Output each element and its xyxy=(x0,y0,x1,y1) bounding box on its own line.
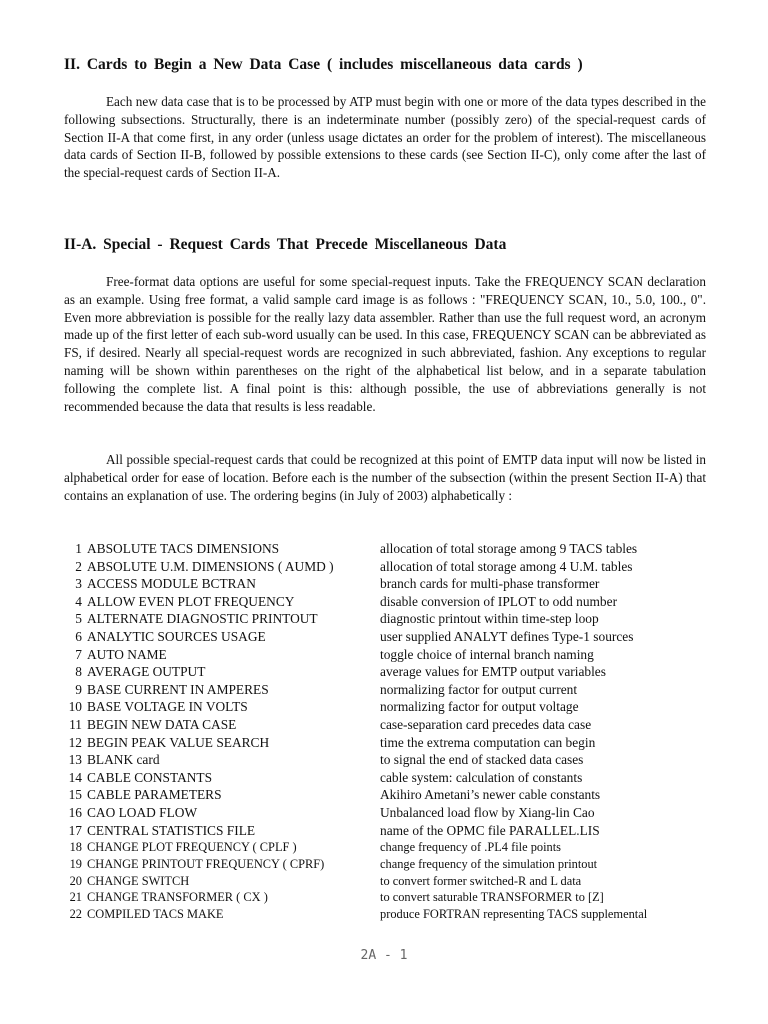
card-name xyxy=(68,822,255,840)
list-item xyxy=(68,716,708,734)
card-name xyxy=(68,663,205,681)
card-description: name of the OPMC file PARALLEL.LIS xyxy=(380,822,600,838)
card-description: case-separation card precedes data case xyxy=(380,716,592,732)
subsection-number: 6 xyxy=(75,628,82,644)
card-label: CABLE CONSTANTS xyxy=(87,769,213,785)
card-description: diagnostic printout within time-step loop xyxy=(380,611,599,627)
card-description: cable system: calculation of constants xyxy=(380,769,583,785)
subsection-number: 13 xyxy=(68,752,82,768)
card-description: change frequency of .PL4 file points xyxy=(380,840,561,855)
subsection-number: 16 xyxy=(68,804,82,820)
card-description: Akihiro Ametani’s newer cable constants xyxy=(380,787,601,803)
list-item xyxy=(68,646,708,664)
list-item xyxy=(68,804,708,822)
card-label: ABSOLUTE TACS DIMENSIONS xyxy=(87,541,280,556)
card-description: produce FORTRAN representing TACS supplemental xyxy=(380,907,648,922)
subsection-number: 12 xyxy=(68,734,82,750)
subsection-number: 18 xyxy=(69,840,82,855)
subsection-number: 17 xyxy=(68,822,82,838)
free-format-paragraph: Free-format data options are useful for some special-request inputs. Take the FREQUENCY SCAN declaration as an example. Using free format, a valid sample card image is as follows : "FREQUENCY SCAN, 10., 5.0, 100., 0". Even more abbreviation is possible for the really lazy data assembler. Rather than use the full request word, an acronym made up of the first letter of each sub-word usually can be used. In this case, FREQUENCY SCAN can be abbreviated as FS, if desired. Nearly all special-request words are recognized in such abbreviated, fashion. Any exceptions to regular naming will be shown within parentheses on the right of the alphabetical list below, and in a separate tabulation following the complete list. A final point is this: although possible, the use of abbreviations generally is not recommended because the data that results is less readable. xyxy=(64,274,706,414)
card-name xyxy=(68,839,297,856)
subsection-number: 10 xyxy=(68,699,82,715)
list-item xyxy=(68,751,708,769)
card-name xyxy=(68,804,197,822)
card-description: disable conversion of IPLOT to odd number xyxy=(380,593,618,609)
list-item xyxy=(68,856,708,873)
list-item xyxy=(68,540,708,558)
card-name xyxy=(68,856,324,873)
card-description: normalizing factor for output voltage xyxy=(380,699,579,715)
list-item xyxy=(68,906,708,923)
card-label: ABSOLUTE U.M. DIMENSIONS ( AUMD ) xyxy=(87,558,334,574)
list-item xyxy=(68,769,708,787)
card-name xyxy=(68,751,160,769)
card-label: BASE CURRENT IN AMPERES xyxy=(87,681,269,697)
special-request-list xyxy=(68,540,708,923)
subsection-number: 11 xyxy=(69,716,82,732)
card-label: AUTO NAME xyxy=(87,646,167,662)
card-label: ANALYTIC SOURCES USAGE xyxy=(87,628,266,644)
list-item xyxy=(68,558,708,576)
card-name xyxy=(68,889,268,906)
card-description: Unbalanced load flow by Xiang-lin Cao xyxy=(380,804,595,820)
list-item xyxy=(68,593,708,611)
card-description: allocation of total storage among 4 U.M. tables xyxy=(380,558,633,574)
subsection-number: 22 xyxy=(69,907,82,922)
subsection-number: 9 xyxy=(75,681,82,697)
card-name xyxy=(68,873,189,890)
card-description: toggle choice of internal branch naming xyxy=(380,646,594,662)
card-description: change frequency of the simulation printout xyxy=(380,856,598,871)
card-description: allocation of total storage among 9 TACS tables xyxy=(380,541,638,556)
card-label: CHANGE PLOT FREQUENCY ( CPLF ) xyxy=(87,840,297,855)
card-label: ALLOW EVEN PLOT FREQUENCY xyxy=(87,593,295,609)
section-title: II. Cards to Begin a New Data Case ( includes miscellaneous data cards ) xyxy=(64,56,583,73)
subsection-title: II-A. Special - Request Cards That Precede Miscellaneous Data xyxy=(64,236,507,253)
subsection-number: 2 xyxy=(75,558,82,574)
card-description: to convert saturable TRANSFORMER to [Z] xyxy=(380,890,604,905)
card-label: COMPILED TACS MAKE xyxy=(87,907,224,922)
card-label: CABLE PARAMETERS xyxy=(87,787,222,803)
card-name xyxy=(68,558,334,576)
list-item xyxy=(68,663,708,681)
subsection-number: 19 xyxy=(69,856,82,871)
subsection-number: 21 xyxy=(69,890,82,905)
card-name xyxy=(68,734,269,752)
card-name xyxy=(68,769,212,787)
list-item xyxy=(68,575,708,593)
list-item xyxy=(68,839,708,856)
card-name xyxy=(68,610,318,628)
card-description: normalizing factor for output current xyxy=(380,681,578,697)
card-label: CHANGE TRANSFORMER ( CX ) xyxy=(87,890,268,905)
subsection-number: 20 xyxy=(69,873,82,888)
card-name xyxy=(68,593,294,611)
card-name xyxy=(68,786,222,804)
card-label: BLANK card xyxy=(87,752,160,768)
subsection-number: 14 xyxy=(68,769,82,785)
subsection-number: 5 xyxy=(75,611,82,627)
card-name xyxy=(68,716,236,734)
card-description: user supplied ANALYT defines Type-1 sources xyxy=(380,628,634,644)
subsection-number: 1 xyxy=(75,541,82,556)
list-item xyxy=(68,698,708,716)
list-item xyxy=(68,681,708,699)
list-item xyxy=(68,628,708,646)
listing-paragraph: All possible special-request cards that could be recognized at this point of EMTP data input will now be listed in alphabetical order for ease of location. Before each is the number of the subsection (within the present Section II-A) that contains an explanation of use. The ordering begins (in July of 2003) alphabetically : xyxy=(64,452,706,503)
list-item xyxy=(68,889,708,906)
card-label: BASE VOLTAGE IN VOLTS xyxy=(87,699,248,715)
subsection-number: 3 xyxy=(75,576,82,592)
subsection-number: 7 xyxy=(75,646,82,662)
card-description: to signal the end of stacked data cases xyxy=(380,752,584,768)
subsection-number: 8 xyxy=(75,664,82,680)
card-description: time the extrema computation can begin xyxy=(380,734,596,750)
page-number: 2A - 1 xyxy=(360,948,408,963)
card-name xyxy=(68,540,279,558)
card-description: to convert former switched-R and L data xyxy=(380,873,582,888)
card-label: CHANGE SWITCH xyxy=(87,873,190,888)
intro-paragraph: Each new data case that is to be processed by ATP must begin with one or more of the data types described in the following subsections. Structurally, there is an indeterminate number (possibly zero) of the special-request cards of Section II-A that come first, in any order (unless usage dictates an order for the problem of interest). The miscellaneous data cards of Section II-B, followed by possible extensions to these cards (see Section II-C), only come after the last of the special-request cards of Section II-A. xyxy=(64,94,706,181)
card-description: branch cards for multi-phase transformer xyxy=(380,576,600,592)
card-name xyxy=(68,906,223,923)
card-label: BEGIN PEAK VALUE SEARCH xyxy=(87,734,270,750)
subsection-number: 4 xyxy=(75,593,82,609)
list-item xyxy=(68,873,708,890)
card-label: CAO LOAD FLOW xyxy=(87,804,198,820)
card-label: CHANGE PRINTOUT FREQUENCY ( CPRF) xyxy=(87,856,325,871)
card-label: CENTRAL STATISTICS FILE xyxy=(87,822,256,838)
card-description: average values for EMTP output variables xyxy=(380,664,606,680)
list-item xyxy=(68,734,708,752)
card-name xyxy=(68,698,248,716)
card-name xyxy=(68,681,269,699)
card-name xyxy=(68,628,266,646)
card-label: BEGIN NEW DATA CASE xyxy=(87,716,237,732)
card-label: ACCESS MODULE BCTRAN xyxy=(87,576,256,592)
list-item xyxy=(68,822,708,840)
list-item xyxy=(68,786,708,804)
card-name xyxy=(68,575,256,593)
card-name xyxy=(68,646,167,664)
card-label: AVERAGE OUTPUT xyxy=(87,664,206,680)
card-label: ALTERNATE DIAGNOSTIC PRINTOUT xyxy=(87,611,318,627)
subsection-number: 15 xyxy=(68,787,82,803)
list-item xyxy=(68,610,708,628)
